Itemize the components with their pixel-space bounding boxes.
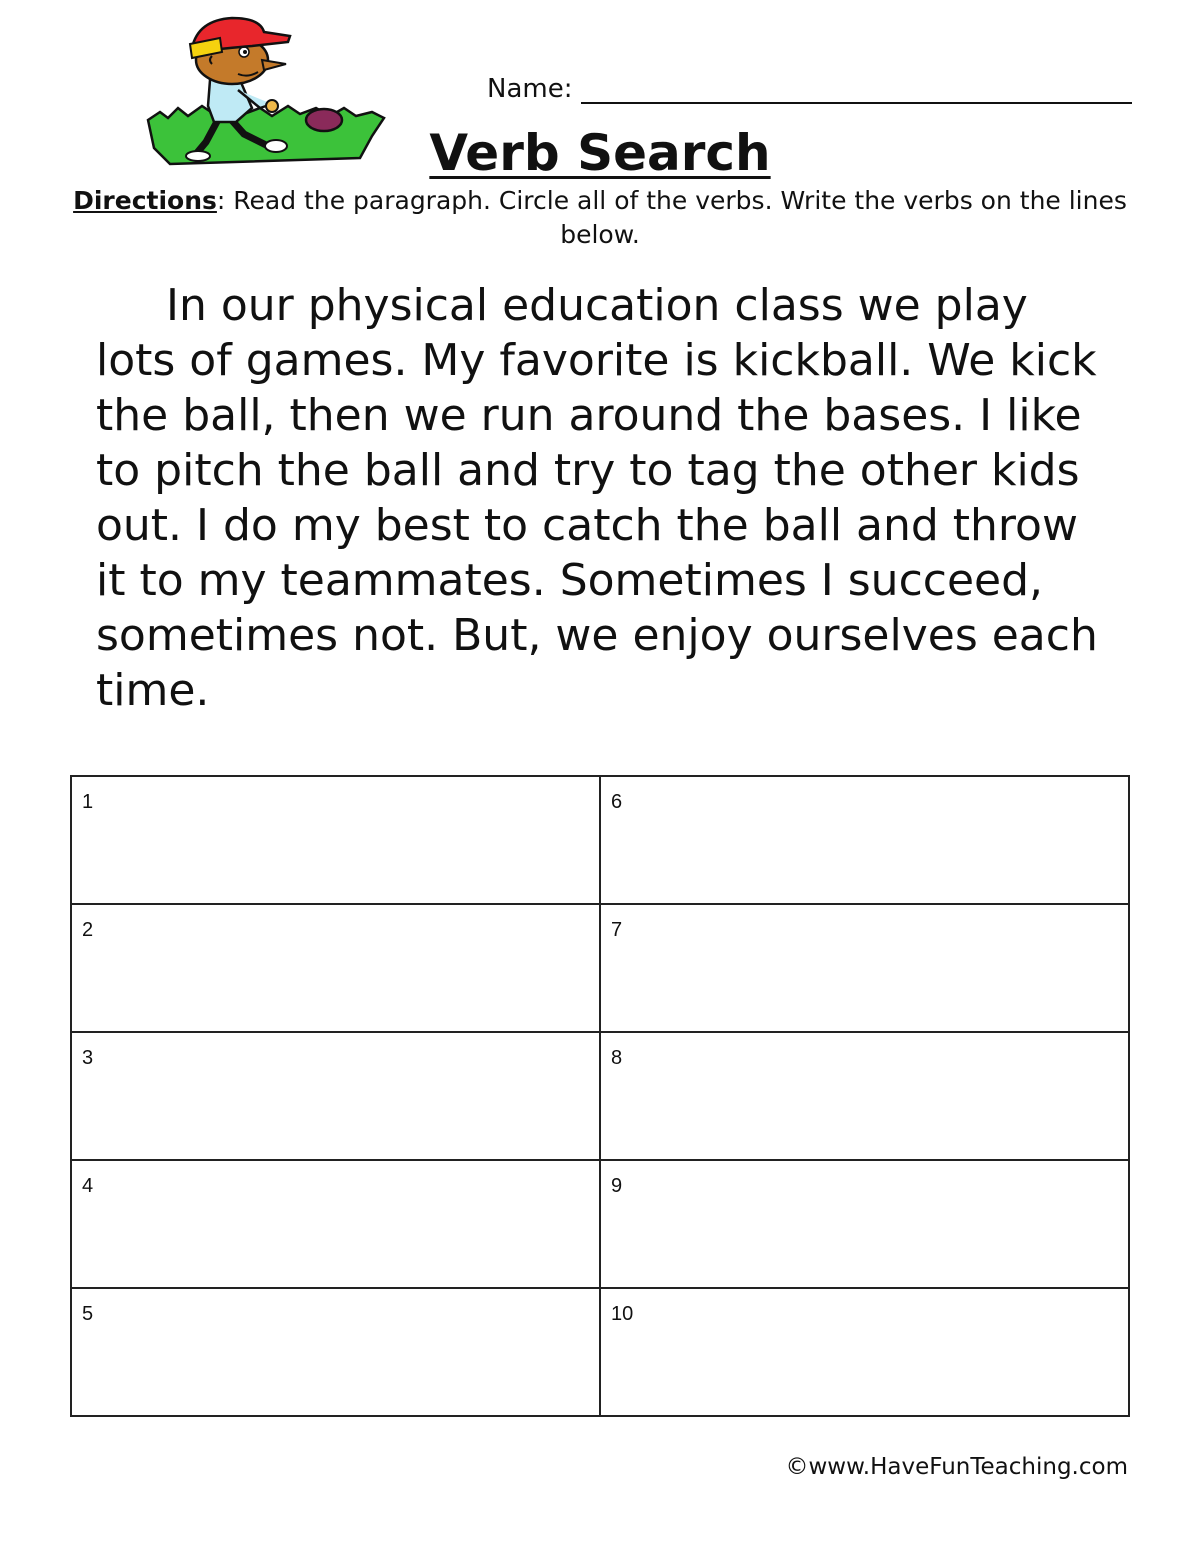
name-write-line[interactable] [581,102,1132,104]
answer-cell[interactable]: 6 [600,776,1129,904]
answer-table [70,775,1130,1417]
table-row [71,1160,1129,1288]
reading-passage: In our physical education class we play lots of games. My favorite is kickball. We kick the ball, then we run around the bases. I like to pitch the ball and try to tag the other kids out. I do my best to catch the ball and throw it to my teammates. Sometimes I succeed, sometimes not. But, we enjoy ourselves each time. [96,280,1098,716]
table-row [71,1032,1129,1160]
table-row [71,1288,1129,1416]
answer-cell[interactable]: 5 [71,1288,600,1416]
name-field[interactable] [487,72,1132,108]
directions-label: Directions [73,186,217,215]
worksheet-title: Verb Search [429,124,771,182]
answer-cell[interactable]: 7 [600,904,1129,1032]
answer-cell[interactable]: 10 [600,1288,1129,1416]
table-row [71,904,1129,1032]
name-label: Name: [487,74,573,104]
answer-cell[interactable]: 9 [600,1160,1129,1288]
copyright-footer: ©www.HaveFunTeaching.com [785,1454,1128,1480]
answer-cell[interactable]: 3 [71,1032,600,1160]
answer-cell[interactable]: 1 [71,776,600,904]
table-row [71,776,1129,904]
directions-text: Read the paragraph. Circle all of the verbs. Write the verbs on the lines below. [225,186,1127,249]
answer-cell[interactable]: 4 [71,1160,600,1288]
answer-cell[interactable]: 2 [71,904,600,1032]
answer-cell[interactable]: 8 [600,1032,1129,1160]
directions-separator: : [216,186,226,215]
directions [72,184,1128,252]
